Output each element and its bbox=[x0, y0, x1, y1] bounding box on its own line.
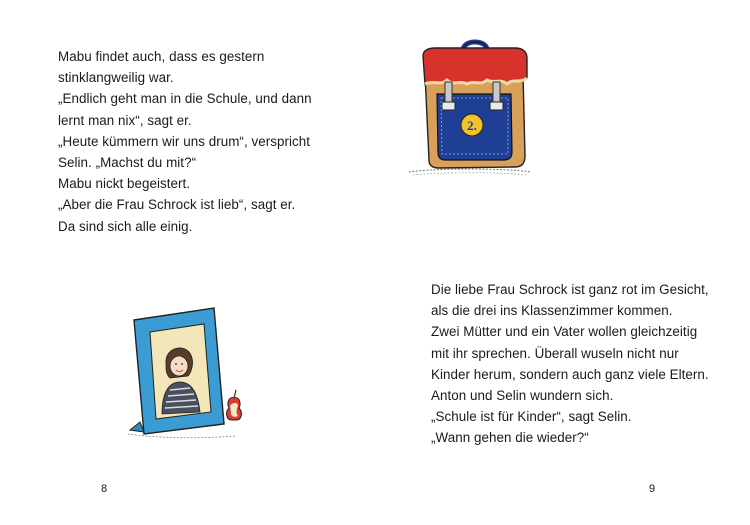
text-line: Die liebe Frau Schrock ist ganz rot im Gesicht, bbox=[431, 282, 709, 297]
right-page-text bbox=[431, 279, 709, 449]
text-line: „Endlich geht man in die Schule, und dann bbox=[58, 91, 312, 107]
text-line: Da sind sich alle einig. bbox=[58, 218, 193, 234]
left-page-text bbox=[58, 46, 312, 237]
text-line: Selin. „Machst du mit?“ bbox=[58, 155, 197, 171]
text-line: „Schule ist für Kinder“, sagt Selin. bbox=[431, 409, 632, 425]
text-line: mit ihr sprechen. Überall wuseln nicht nur bbox=[431, 345, 679, 361]
photo-frame-illustration bbox=[126, 302, 256, 448]
text-line: Kinder herum, sondern auch ganz viele Eltern. bbox=[431, 366, 709, 382]
text-line: Anton und Selin wundern sich. bbox=[431, 388, 614, 404]
text-line: „Heute kümmern wir uns drum“, verspricht bbox=[58, 133, 311, 149]
text-line: Zwei Mütter und ein Vater wollen gleichzeitig bbox=[431, 324, 698, 340]
text-line: Mabu nickt begeistert. bbox=[58, 176, 191, 192]
text-line: als die drei ins Klassenzimmer kommen. bbox=[431, 303, 673, 319]
text-line: lernt man nix“, sagt er. bbox=[58, 112, 192, 128]
page-number-right: 9 bbox=[649, 483, 656, 495]
satchel-badge-text: 2. bbox=[467, 118, 477, 133]
text-line: Mabu findet auch, dass es gestern bbox=[58, 49, 265, 64]
text-line: „Aber die Frau Schrock ist lieb“, sagt er. bbox=[58, 197, 296, 213]
page-number-left: 8 bbox=[101, 483, 108, 495]
text-line: stinklangweilig war. bbox=[58, 70, 174, 86]
text-line: „Wann gehen die wieder?“ bbox=[431, 430, 589, 446]
school-satchel-illustration bbox=[405, 34, 535, 180]
